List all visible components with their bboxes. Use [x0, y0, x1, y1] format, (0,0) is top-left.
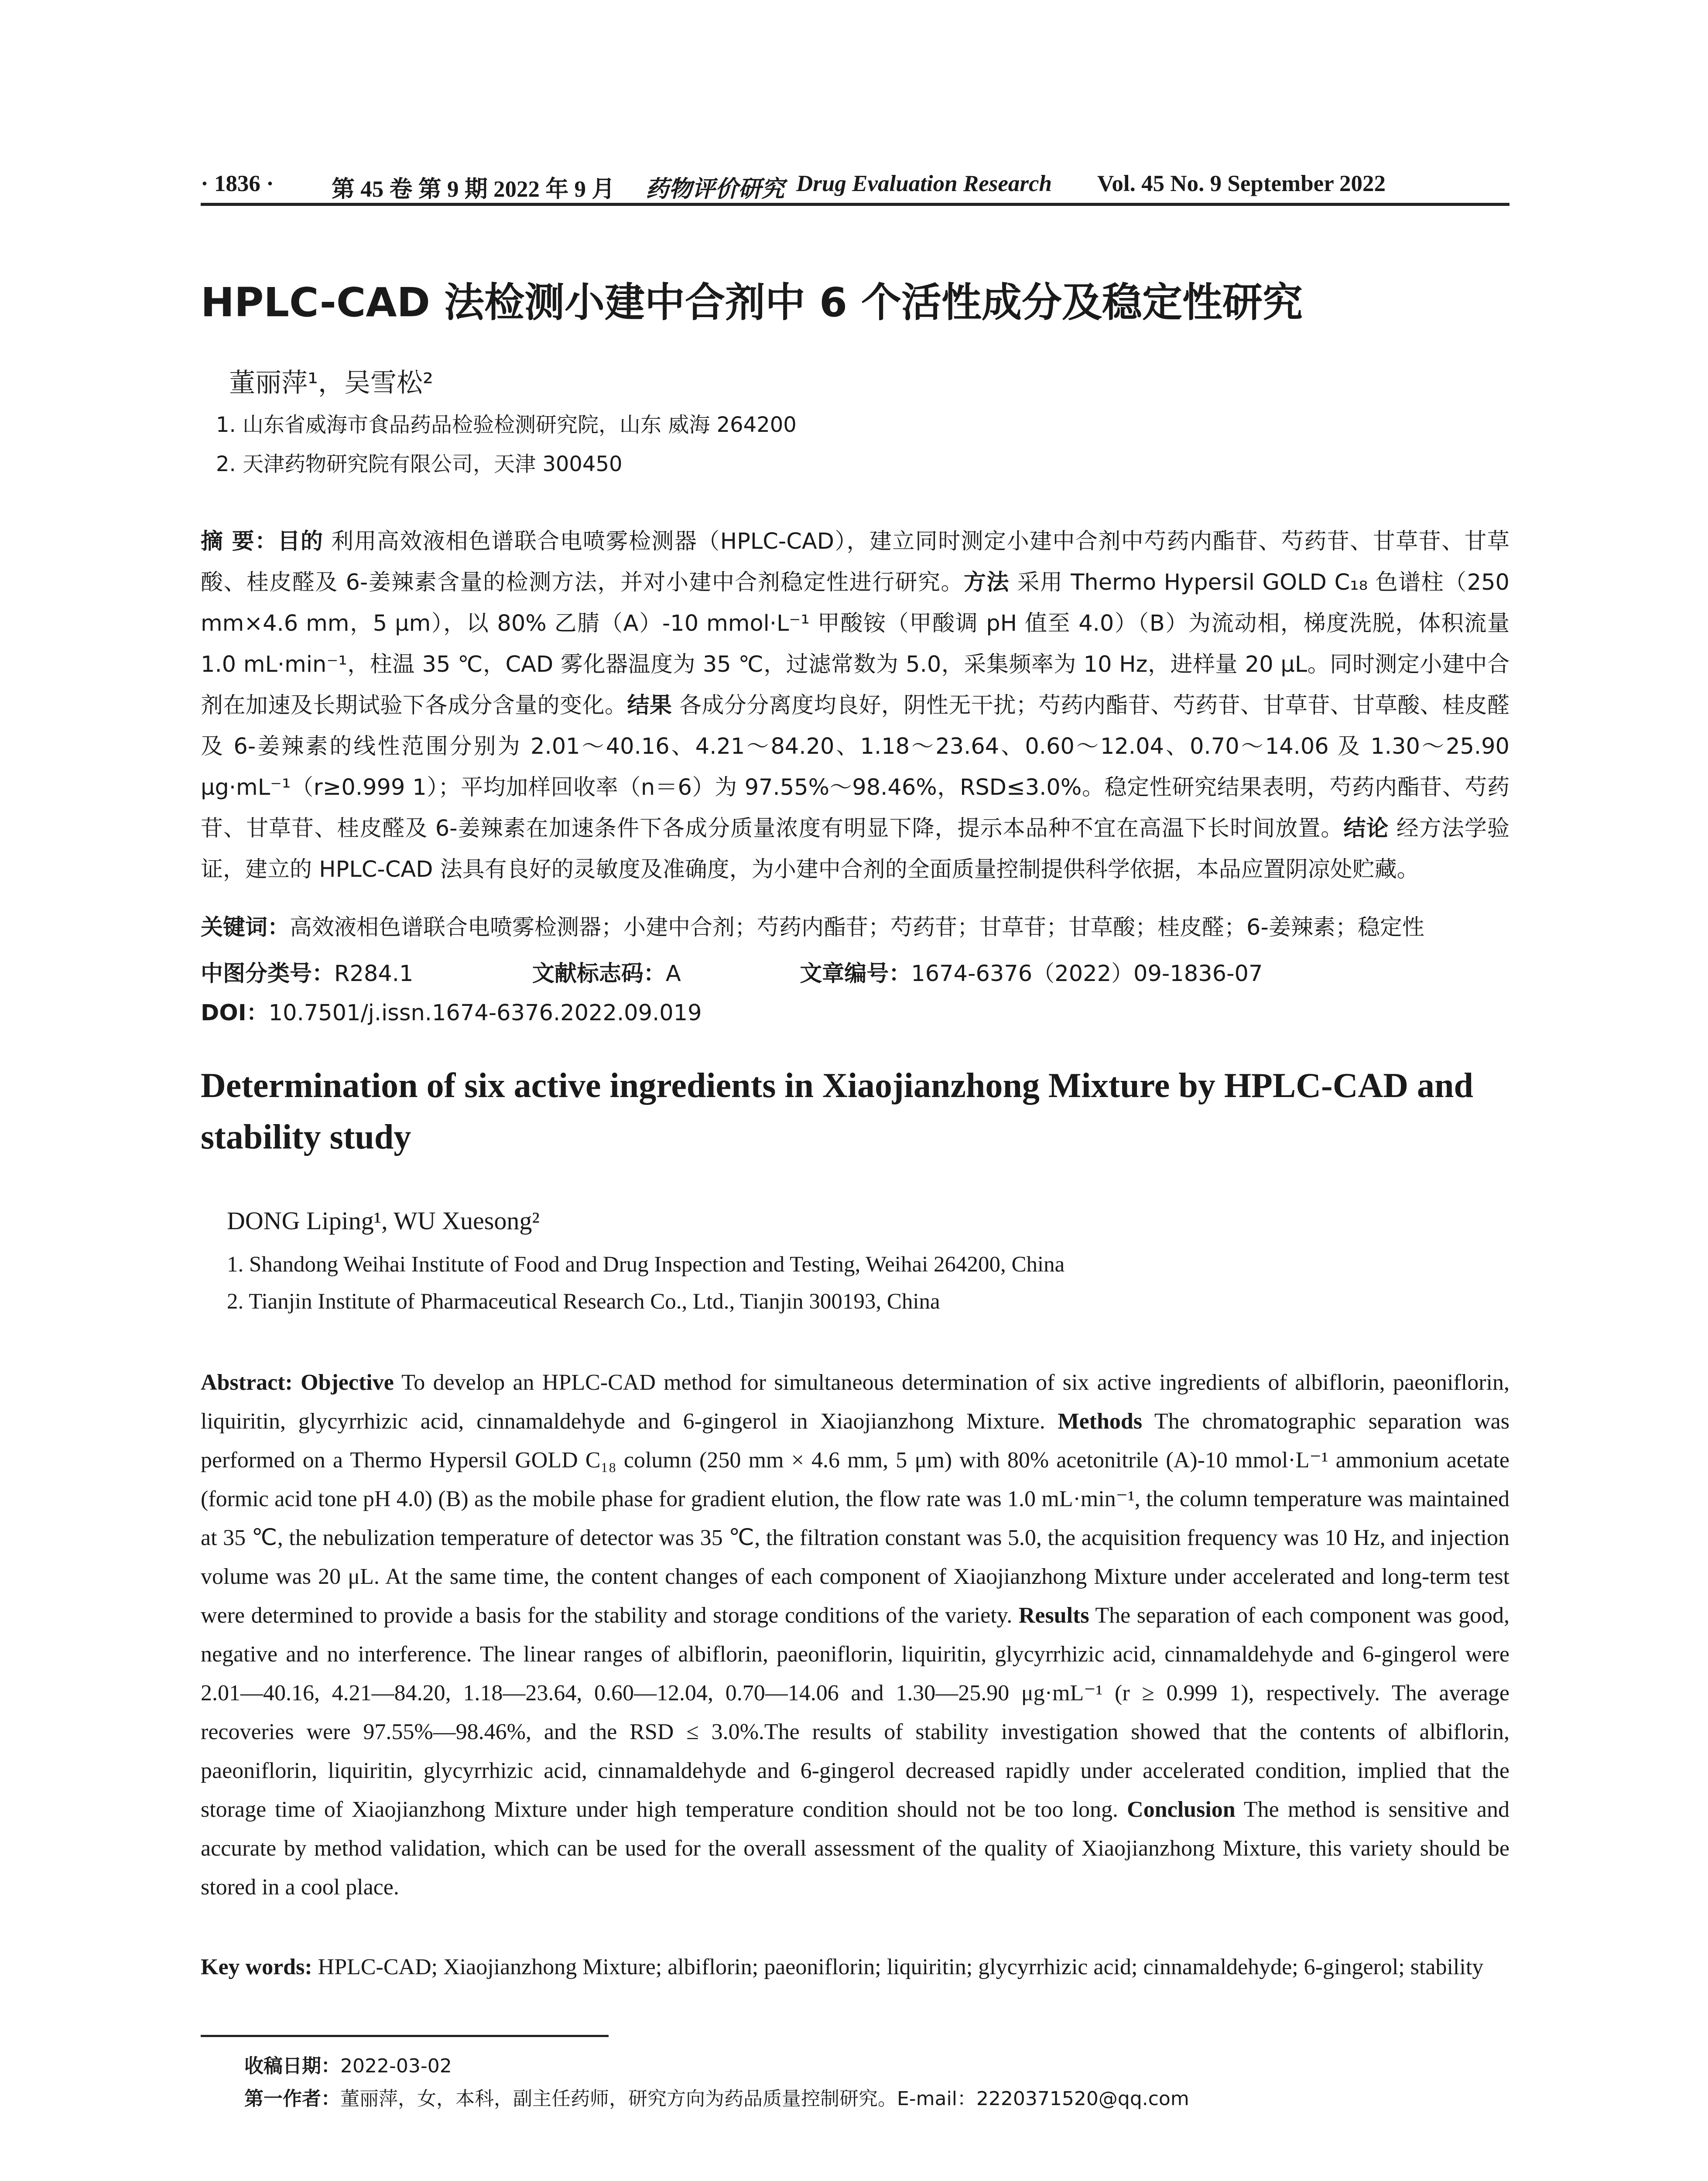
conclusion-label-en: Conclusion	[1127, 1797, 1236, 1822]
article-no-label: 文章编号：	[800, 961, 911, 987]
title-cn: HPLC-CAD 法检测小建中合剂中 6 个活性成分及稳定性研究	[201, 279, 1303, 326]
authors-cn: 董丽萍¹，吴雪松²	[229, 368, 434, 398]
running-header	[201, 164, 1509, 206]
footnote-divider	[201, 2035, 609, 2037]
doi-label: DOI：	[201, 1000, 269, 1026]
keywords-label-en: Key words:	[201, 1955, 312, 1979]
first-author-value: 董丽萍，女，本科，副主任药师，研究方向为药品质量控制研究。E-mail：2220371520@qq.com	[340, 2088, 1189, 2110]
abstract-label-en: Abstract:	[201, 1370, 293, 1395]
issue-info-cn: 第 45 卷 第 9 期 2022 年 9 月	[332, 177, 615, 202]
journal-logo: 药物评价研究	[646, 175, 784, 202]
abstract-cn	[201, 521, 1509, 890]
methods-text-cn: 采用 Thermo Hypersil GOLD C₁₈ 色谱柱（250 mm×4.6 mm，5 μm），以 80% 乙腈（A）-10 mmol·L⁻¹ 甲酸铵（甲酸调 pH 值至 4.0）（B）为流动相，梯度洗脱，体积流量 1.0 mL·min⁻¹，柱温 35 ℃，CAD 雾化器温度为 35 ℃，过滤常数为 5.0，采集频率为 10 Hz，进样量 20 μL。同时测定小建中合剂在加速及长期试验下各成分含量的变化。	[201, 570, 1509, 718]
first-author-note	[244, 2083, 1189, 2111]
keywords-en	[201, 1948, 1509, 1986]
objective-label-en: Objective	[301, 1370, 394, 1395]
results-text-en: The separation of each component was good, negative and no interference. The linear ranges of albiflorin, paeoniflorin, liquiritin, glycyrrhizic acid, cinnamaldehyde and 6-gingerol were 2.01—40.16, 4.21—84.20, 1.18—23.64, 0.60—12.04, 0.70—14.06 and 1.30—25.90 μg·mL⁻¹ (r ≥ 0.999 1), respectively. The average recoveries were 97.55%—98.46%, and the RSD ≤ 3.0%.The results of stability investigation showed that the contents of albiflorin, paeoniflorin, liquiritin, glycyrrhizic acid, cinnamaldehyde and 6-gingerol decreased rapidly under accelerated condition, implied that the storage time of Xiaojianzhong Mixture under high temperature condition should not be too long.	[201, 1603, 1509, 1822]
conclusion-label-cn: 结论	[1343, 816, 1389, 841]
authors-en: DONG Liping¹, WU Xuesong²	[227, 1207, 540, 1235]
received-label: 收稿日期：	[244, 2055, 340, 2077]
issue-info-en: Vol. 45 No. 9 September 2022	[1097, 171, 1386, 196]
results-label-cn: 结果	[627, 693, 672, 718]
results-text-cn: 各成分分离度均良好，阴性无干扰；芍药内酯苷、芍药苷、甘草苷、甘草酸、桂皮醛及 6-姜辣素的线性范围分别为 2.01～40.16、4.21～84.20、1.18～23.64、0.60～12.04、0.70～14.06 及 1.30～25.90 μg·mL⁻¹（r≥0.999 1）；平均加样回收率（n＝6）为 97.55%～98.46%，RSD≤3.0%。稳定性研究结果表明，芍药内酯苷、芍药苷、甘草苷、桂皮醛及 6-姜辣素在加速条件下各成分质量浓度有明显下降，提示本品种不宜在高温下长时间放置。	[201, 693, 1509, 841]
affiliation-en-1: 1. Shandong Weihai Institute of Food and Drug Inspection and Testing, Weihai 264200, China	[227, 1252, 1065, 1277]
doi-value: 10.7501/j.issn.1674-6376.2022.09.019	[268, 1000, 702, 1026]
doi-line	[201, 995, 702, 1027]
title-en: Determination of six active ingredients in Xiaojianzhong Mixture by HPLC-CAD and stability study	[201, 1067, 1473, 1156]
classification-line	[201, 955, 1263, 988]
abstract-label-cn: 摘 要：	[201, 529, 278, 554]
keywords-text-cn: 高效液相色谱联合电喷雾检测器；小建中合剂；芍药内酯苷；芍药苷；甘草苷；甘草酸；桂皮醛；6-姜辣素；稳定性	[290, 915, 1424, 940]
methods-label-cn: 方法	[963, 570, 1010, 595]
objective-text-cn: 利用高效液相色谱联合电喷雾检测器（HPLC-CAD），建立同时测定小建中合剂中芍药内酯苷、芍药苷、甘草苷、甘草酸、桂皮醛及 6-姜辣素含量的检测方法，并对小建中合剂稳定性进行研究。	[201, 529, 1509, 595]
objective-label-cn: 目的	[277, 529, 324, 554]
keywords-label-cn: 关键词：	[201, 915, 290, 940]
keywords-cn	[201, 907, 1509, 948]
journal-name-en: Drug Evaluation Research	[796, 171, 1052, 196]
first-author-label: 第一作者：	[244, 2088, 340, 2110]
affiliation-en-2: 2. Tianjin Institute of Pharmaceutical Research Co., Ltd., Tianjin 300193, China	[227, 1289, 940, 1314]
affiliation-cn-2: 2. 天津药物研究院有限公司，天津 300450	[216, 452, 623, 476]
methods-label-en: Methods	[1058, 1409, 1143, 1434]
received-date	[244, 2050, 452, 2078]
clc-value: R284.1	[334, 961, 414, 987]
conclusion-text-en: The method is sensitive and accurate by method validation, which can be used for the overall assessment of the quality of Xiaojianzhong Mixture, this variety should be stored in a cool place.	[201, 1797, 1509, 1900]
clc-label: 中图分类号：	[201, 961, 335, 987]
doc-code-label: 文献标志码：	[532, 961, 666, 987]
objective-text-en: To develop an HPLC-CAD method for simultaneous determination of six active ingredients of albiflorin, paeoniflorin, liquiritin, glycyrrhizic acid, cinnamaldehyde and 6-gingerol in Xiaojianzhong Mixture.	[201, 1370, 1510, 1434]
keywords-text-en: HPLC-CAD; Xiaojianzhong Mixture; albiflorin; paeoniflorin; liquiritin; glycyrrhizic acid; cinnamaldehyde; 6-gingerol; stability	[312, 1955, 1484, 1979]
methods-text-en: The chromatographic separation was performed on a Thermo Hypersil GOLD C₁₈ column (250 mm × 4.6 mm, 5 μm) with 80% acetonitrile (A)-10 mmol·L⁻¹ ammonium acetate (formic acid tone pH 4.0) (B) as the mobile phase for gradient elution, the flow rate was 1.0 mL·min⁻¹, the column temperature was maintained at 35 ℃, the nebulization temperature of detector was 35 ℃, the filtration constant was 5.0, the acquisition frequency was 10 Hz, and injection volume was 20 μL. At the same time, the content changes of each component of Xiaojianzhong Mixture under accelerated and long-term test were determined to provide a basis for the stability and storage conditions of the variety.	[201, 1409, 1509, 1628]
received-value: 2022-03-02	[340, 2055, 452, 2077]
article-no-value: 1674-6376（2022）09-1836-07	[911, 961, 1263, 987]
doc-code-value: A	[665, 961, 681, 987]
affiliation-cn-1: 1. 山东省威海市食品药品检验检测研究院，山东 威海 264200	[216, 413, 797, 437]
abstract-en	[201, 1363, 1509, 1907]
page-number: · 1836 ·	[201, 171, 274, 196]
results-label-en: Results	[1018, 1603, 1089, 1628]
conclusion-text-cn: 经方法学验证，建立的 HPLC-CAD 法具有良好的灵敏度及准确度，为小建中合剂的全面质量控制提供科学依据，本品应置阴凉处贮藏。	[201, 816, 1509, 882]
